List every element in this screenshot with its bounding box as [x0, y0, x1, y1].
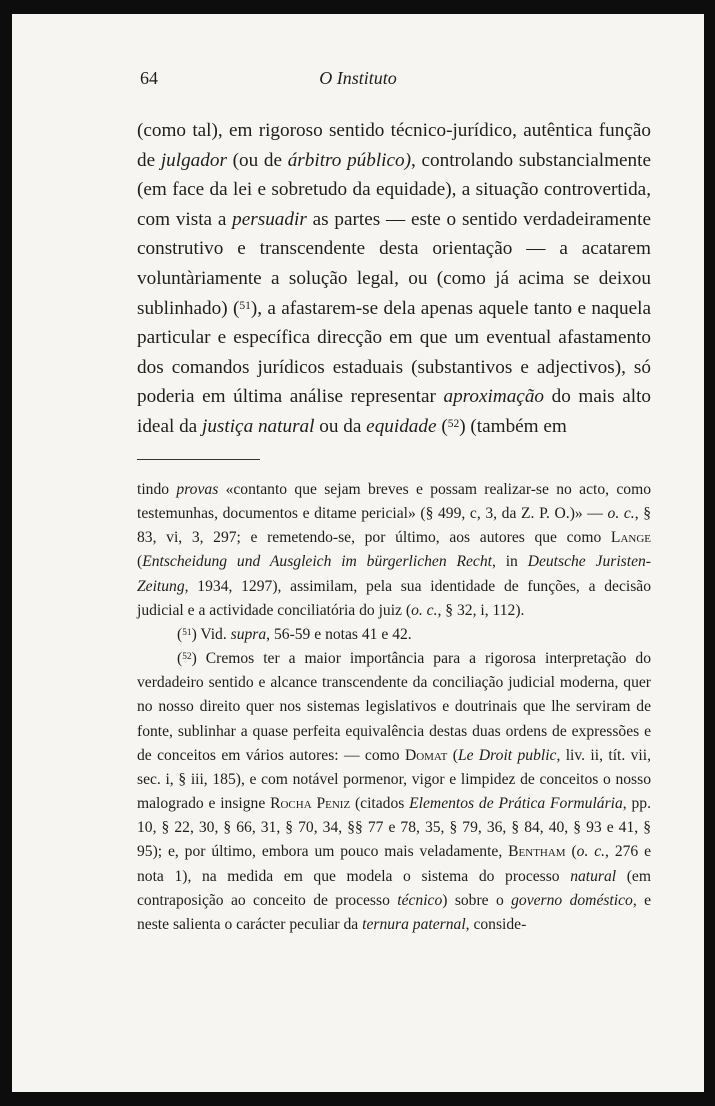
- footnotes: [137, 478, 651, 937]
- body-italic-term: justiça natural: [202, 415, 315, 437]
- body-paragraph: [137, 116, 651, 442]
- body-text-run: do mais alto ideal da: [137, 386, 651, 437]
- note-text-run: (: [447, 746, 458, 764]
- note-text-run: , liv. ii, tít. vii, sec. i, § iii, 185), e com notável pormenor, vigor e limpidez de conceitos o nosso malogrado e insigne: [137, 746, 651, 813]
- body-text-run: , controlando substancialmente (em face da lei e sobretudo da equidade), a situação controvertida, com vista a: [137, 149, 651, 230]
- note-text-run: Cremos ter a maior importância para a rigorosa interpretação do verdadeiro sentido e alcance transcendente da conciliação judicial moderna, quer no nosso direito quer nos sistemas legislativos e doutrinais que lhe serviram de fonte, sublinhar a quase perfeita equivalência destas duas ordens de expressões e de conceitos em vários autores: — como: [137, 650, 651, 764]
- note-text-run: , § 32, i, 112).: [437, 601, 525, 619]
- footnote-mark: 52: [182, 651, 192, 662]
- note-text-run: «contanto que sejam breves e possam realizar-se no acto, como testemunhas, documentos e ditame pericial» (§ 499, c, 3, da Z. P. O.)» —: [137, 481, 651, 523]
- note-text-run: , e neste salienta o carácter peculiar da: [137, 891, 652, 933]
- note-italic-term: Entscheidung und Ausgleich im bürgerlichen Recht: [142, 553, 492, 571]
- note-italic-term: o. c.: [607, 505, 635, 523]
- body-italic-term: equidade: [366, 415, 437, 437]
- note-italic-term: natural: [570, 867, 617, 885]
- note-text-run: , 276 e nota 1), na medida em que modela o sistema do processo: [137, 843, 651, 885]
- note-italic-term: o. c.: [411, 601, 438, 619]
- footnote-51: ($^{51}$) Vid. supra, 56-59 e notas 41 e 42.: [177, 625, 412, 643]
- body-text-run: (ou de: [226, 149, 288, 171]
- body-text-run: ou da: [314, 415, 367, 437]
- note-italic-term: Deutsche Juristen-Zeitung: [137, 553, 651, 595]
- note-text-run: , in: [491, 553, 528, 571]
- note-italic-term: governo doméstico: [511, 891, 633, 909]
- note-italic-term: supra: [230, 625, 267, 643]
- page-header: [140, 68, 576, 98]
- body-italic-term: árbitro público): [287, 149, 412, 171]
- body-italic-term: persuadir: [232, 208, 307, 230]
- note-text-run: (em contraposição ao conceito de processo: [137, 867, 651, 909]
- note-italic-term: técnico: [397, 891, 443, 909]
- footnote-continuation: [137, 478, 651, 623]
- note-text-run: Vid.: [196, 625, 231, 643]
- body-italic-term: julgador: [160, 149, 227, 171]
- note-text-run: , § 83, vi, 3, 297; e remetendo-se, por último, aos autores que como: [137, 505, 652, 547]
- note-author-name: Rocha Peniz: [270, 795, 351, 813]
- body-text-run: ) (também em: [459, 415, 567, 437]
- body-text-run: (: [436, 415, 448, 437]
- note-text-run: tindo: [137, 481, 177, 498]
- note-author-name: Bentham: [508, 843, 566, 861]
- body-text-run: as partes — este o sentido verdadeiramente construtivo e transcendente desta orientação — a acatarem voluntàriamente a solução legal, ou (como já acima se deixou sublinhado) (: [137, 208, 651, 319]
- body-text-run: ), a afastarem-se dela apenas aquele tanto e naquela particular e específica direcção em que um eventual afastamento dos comandos jurídicos estaduais (substantivos e adjectivos), só poderia em última análise representar: [137, 297, 651, 408]
- running-title: O Instituto: [319, 68, 397, 88]
- note-author-name: Domat: [404, 746, 448, 764]
- note-italic-term: provas: [176, 481, 219, 498]
- note-italic-term: o. c.: [576, 843, 606, 861]
- footnote-separator: [137, 459, 260, 460]
- note-author-name: Lange: [610, 529, 651, 547]
- note-italic-term: Le Droit public: [457, 746, 557, 764]
- note-italic-term: Elementos de Prática Formulária: [409, 795, 623, 813]
- note-italic-term: ternura paternal: [362, 915, 466, 933]
- body-text-run: (como tal), em rigoroso sentido técnico-jurídico, autêntica função de: [137, 120, 651, 171]
- note-text-run: (citados: [350, 795, 410, 813]
- note-text-run: , 56-59 e notas 41 e 42.: [266, 625, 412, 643]
- footnote-mark: 51: [182, 627, 192, 638]
- body-italic-term: aproximação: [443, 386, 545, 408]
- footnote-reference: 51: [239, 299, 251, 312]
- note-text-run: , conside-: [465, 915, 527, 933]
- footnote-reference: 52: [447, 417, 460, 430]
- note-text-run: , pp. 10, § 22, 30, § 66, 31, § 70, 34, §§ 77 e 78, 35, § 79, 36, § 84, 40, § 93 e 41, § 95); e, por último, embora um pouco mais veladamente,: [137, 795, 651, 861]
- note-text-run: (: [565, 843, 577, 861]
- footnote-52: ($^{52}$) Cremos ter a maior importância para a rigorosa interpretação do verdadeiro sentido e alcance transcendente da conciliação judicial moderna, quer no nosso direito quer nos sistemas legislativos e doutrinais que lhe serviram de fonte, sublinhar a quase perfeita equivalência destas duas ordens de expressões e de conceitos em vários autores: — como Domat (Le Droit public, liv. ii, tít. vii, sec. i, § iii, 185), e com notável pormenor, vigor e limpidez de conceitos o nosso malogrado e insigne Rocha Peniz (citados Elementos de Prática Formulária, pp. 10, § 22, 30, § 66, 31, § 70, 34, §§ 77 e 78, 35, § 79, 36, § 84, 40, § 93 e 41, § 95); e, por último, embora um pouco mais veladamente, Bentham (o. c., 276 e nota 1), na medida em que modela o sistema do processo natural (em contraposição ao conceito de processo técnico) sobre o governo doméstico, e neste salienta o carácter peculiar da ternura paternal, conside-: [137, 650, 652, 933]
- note-text-run: ) sobre o: [442, 891, 512, 909]
- note-text-run: (: [137, 553, 143, 571]
- note-text-run: , 1934, 1297), assimilam, pela sua identidade de funções, a decisão judicial e a actividade conciliatória do juiz (: [137, 577, 651, 619]
- page-number: 64: [140, 68, 158, 88]
